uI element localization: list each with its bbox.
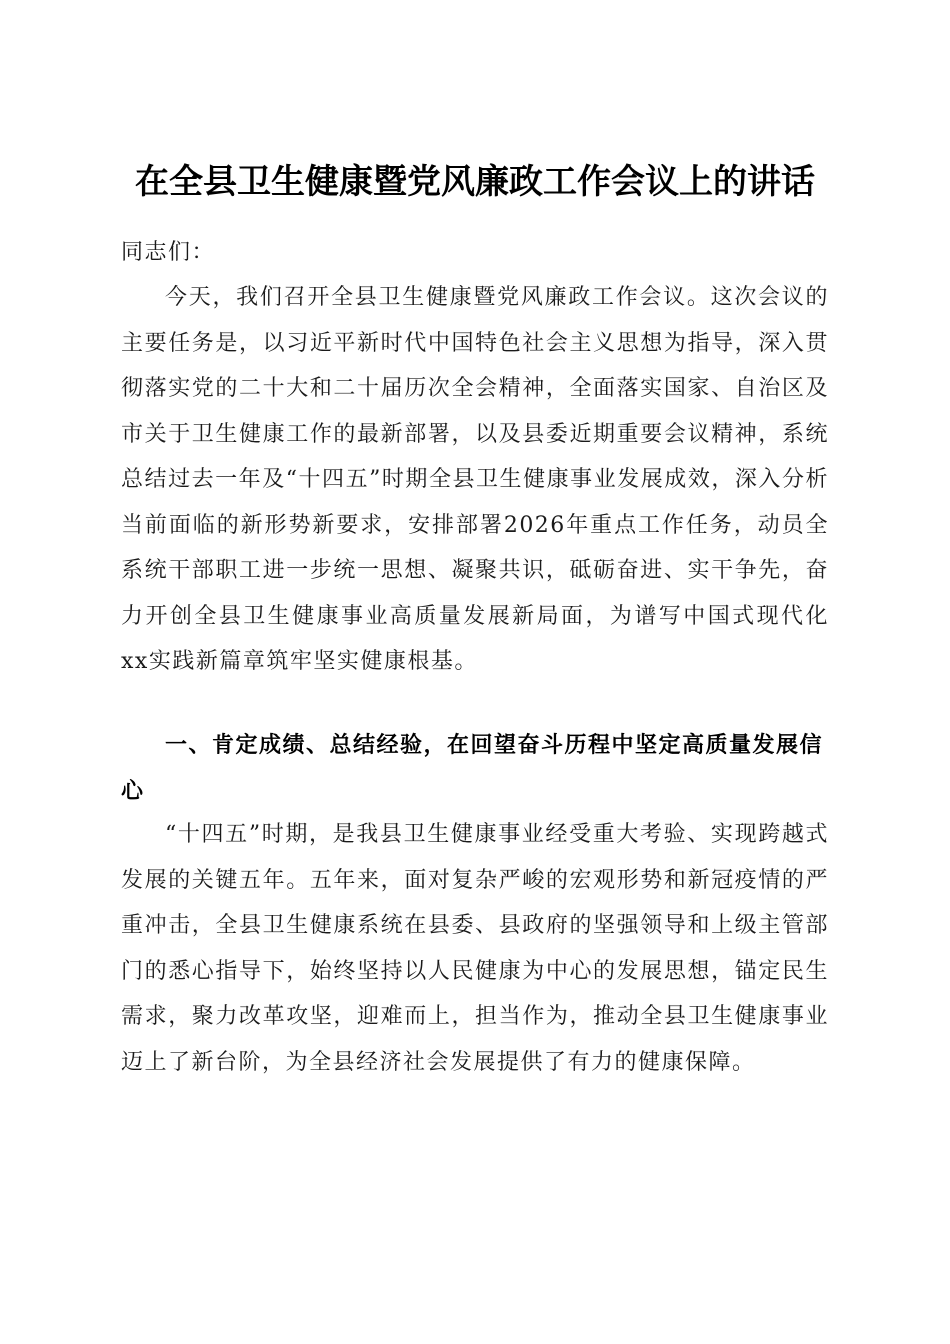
paragraph-section-1: “十四五”时期，是我县卫生健康事业经受重大考验、实现跨越式发展的关键五年。五年来，面对复杂严峻的宏观形势和新冠疫情的严重冲击，全县卫生健康系统在县委、县政府的坚强领导和上级主管部门的悉心指导下，始终坚持以人民健康为中心的发展思想，锚定民生需求，聚力改革攻坚，迎难而上，担当作为，推动全县卫生健康事业迈上了新台阶，为全县经济社会发展提供了有力的健康保障。 bbox=[121, 822, 829, 1075]
document-title: 在全县卫生健康暨党风廉政工作会议上的讲话 bbox=[135, 161, 815, 202]
paragraph-intro: 今天，我们召开全县卫生健康暨党风廉政工作会议。这次会议的主要任务是，以习近平新时代中国特色社会主义思想为指导，深入贯彻落实党的二十大和二十届历次全会精神，全面落实国家、自治区及市关于卫生健康工作的最新部署，以及县委近期重要会议精神，系统总结过去一年及“十四五”时期全县卫生健康事业发展成效，深入分析当前面临的新形势新要求，安排部署2026年重点工作任务，动员全系统干部职工进一步统一思想、凝聚共识，砥砺奋进、实干争先，奋力开创全县卫生健康事业高质量发展新局面，为谱写中国式现代化xx实践新篇章筑牢坚实健康根基。 bbox=[121, 285, 829, 674]
section-heading-1: 一、肯定成绩、总结经验，在回望奋斗历程中坚定高质量发展信心 bbox=[121, 733, 824, 804]
greeting: 同志们： bbox=[121, 240, 216, 265]
